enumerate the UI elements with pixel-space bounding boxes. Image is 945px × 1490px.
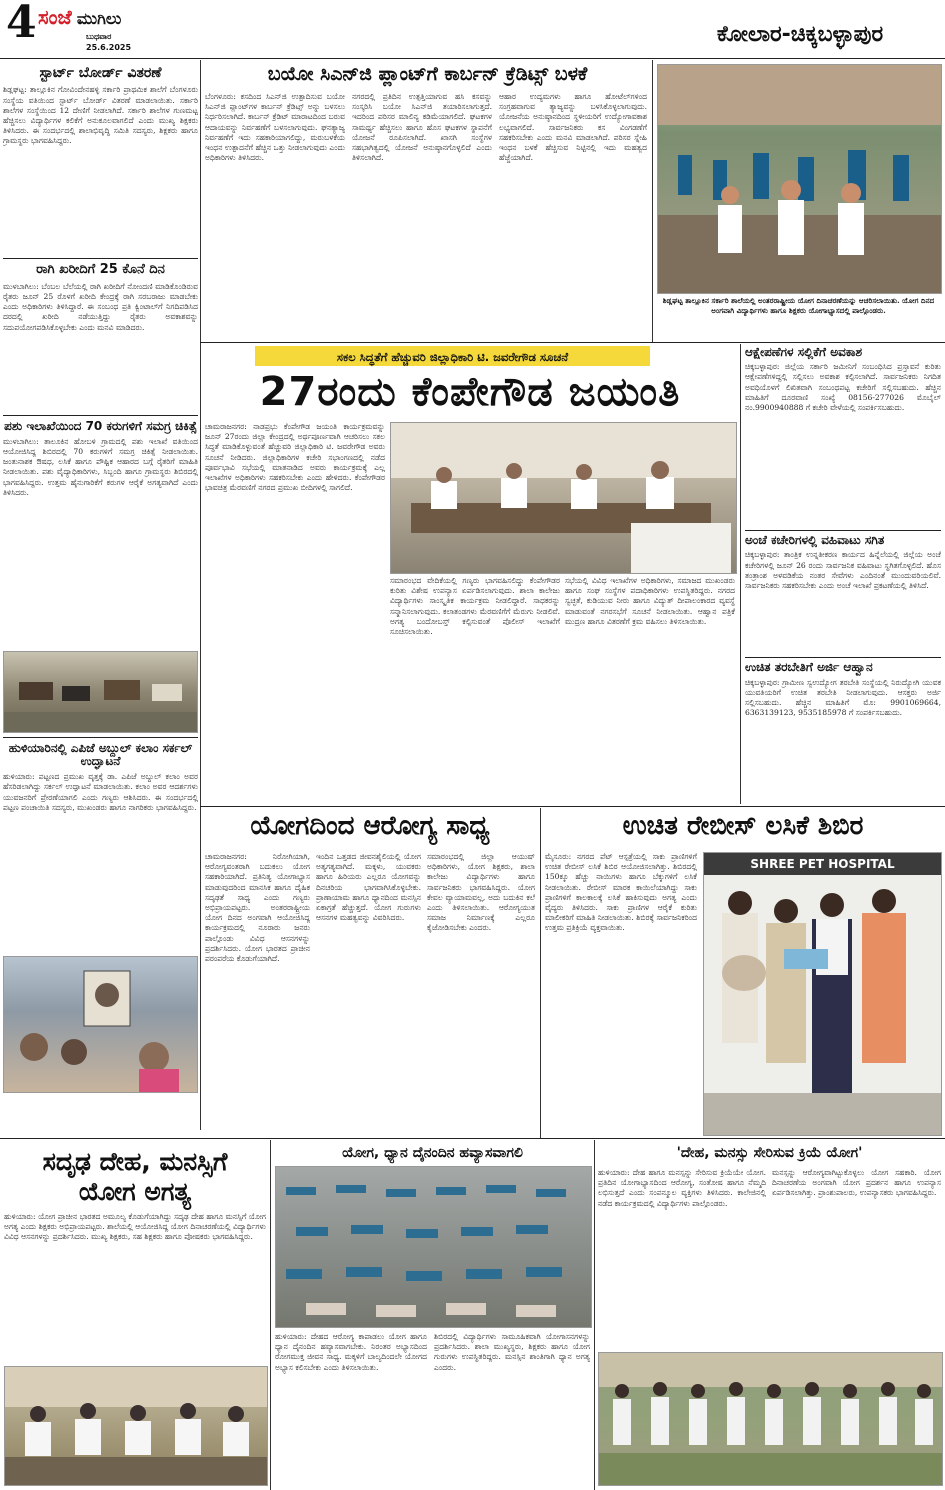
bottom1-title-line1: ಸದೃಢ ದೇಹ, ಮನಸ್ಸಿಗೆ xyxy=(42,1147,228,1176)
bottom1-body: ಹುಳಿಯಾರು: ಯೋಗ ಪ್ರಾಚೀನ ಭಾರತದ ಅಮೂಲ್ಯ ಕೊಡುಗೆಯಾಗಿದ್ದು ಸದೃಢ ದೇಹ ಹಾಗೂ ಮನಸ್ಸಿಗೆ ಯೋಗ ಅಗತ್ಯ ಎಂದು ಶಿಕ್ಷಕರು ಅಭಿಪ್ರಾಯಪಟ್ಟರು. ಶಾಲೆಯಲ್ಲಿ ಆಯೋಜಿಸಿದ್ದ ಯೋಗ ದಿನಾಚರಣೆಯಲ್ಲಿ ವಿದ್ಯಾರ್ಥಿಗಳು ವಿವಿಧ ಆಸನಗಳನ್ನು ಪ್ರದರ್ಶಿಸಿದರು. ಮುಖ್ಯ ಶಿಕ್ಷಕರು, ಸಹ ಶಿಕ್ಷಕರು ಹಾಗೂ ಪೋಷಕರು ಭಾಗವಹಿಸಿದ್ದರು. xyxy=(4,1212,266,1242)
objections-title: ಆಕ್ಷೇಪಣೆಗಳ ಸಲ್ಲಿಕೆಗೆ ಅವಕಾಶ xyxy=(745,345,863,359)
article-startboard-title: ಸ್ಟಾರ್ಟ್ ಬೋರ್ಡ್ ವಿತರಣೆ xyxy=(39,65,162,81)
pet-hospital-sign: SHREE PET HOSPITAL xyxy=(704,853,941,875)
bottom2-col2: ಶಿಬಿರದಲ್ಲಿ ವಿದ್ಯಾರ್ಥಿಗಳು ಸಾಮೂಹಿಕವಾಗಿ ಯೋಗಾಸನಗಳನ್ನು ಪ್ರದರ್ಶಿಸಿದರು. ಶಾಲಾ ಮುಖ್ಯಸ್ಥರು, ಶಿಕ್ಷಕರು ಹಾಗೂ ಯೋಗ ಗುರುಗಳು ಉಪಸ್ಥಿತರಿದ್ದರು. ಮನಸ್ಸಿನ ಶಾಂತಿಗಾಗಿ ಧ್ಯಾನ ಅಗತ್ಯ ಎಂದರು. xyxy=(434,1332,590,1372)
article-kalam-title: ಹುಳಿಯಾರಿನಲ್ಲಿ ಎಪಿಜೆ ಅಬ್ದುಲ್ ಕಲಾಂ ಸರ್ಕಲ್ ಉದ್ಘಾಟನೆ xyxy=(8,740,193,769)
page-number: 4 xyxy=(6,0,37,48)
kempegowda-title: 27ರಂದು ಕೆಂಪೇಗೌಡ ಜಯಂತಿ xyxy=(259,369,681,415)
bottom1-photo xyxy=(4,1366,268,1486)
bottom3-col2: ಮನಸ್ಸನ್ನು ಆರೋಗ್ಯವಾಗಿಟ್ಟುಕೊಳ್ಳಲು ಯೋಗ ಸಹಕಾರಿ. ಯೋಗ ದಿನಾಚರಣೆಯ ಅಂಗವಾಗಿ ಯೋಗ ಪ್ರದರ್ಶನ ಹಾಗೂ ಉಪನ್ಯಾಸ ಏರ್ಪಡಿಸಲಾಗಿತ್ತು. ಪ್ರಾಂಶುಪಾಲರು, ಉಪನ್ಯಾಸಕರು ಭಾಗವಹಿಸಿದ್ದರು. xyxy=(772,1168,941,1198)
bottom1-rule xyxy=(270,1140,271,1490)
logo-part1: ಸಂಜೆ xyxy=(38,5,72,29)
yoga-health-col1: ಚಾಮರಾಜನಗರ: ನಿರೋಗಿಯಾಗಿ, ಆರೋಗ್ಯವಂತರಾಗಿ ಬದುಕಲು ಯೋಗ ಸಹಕಾರಿಯಾಗಿದೆ. ಪ್ರತಿನಿತ್ಯ ಯೋಗಾಭ್ಯಾಸ ಮಾಡುವುದರಿಂದ ಮಾನಸಿಕ ಹಾಗೂ ದೈಹಿಕ ಸದೃಢತೆ ಸಾಧ್ಯ ಎಂದು ಗಣ್ಯರು ಅಭಿಪ್ರಾಯಪಟ್ಟರು. ಅಂತರರಾಷ್ಟ್ರೀಯ ಯೋಗ ದಿನದ ಅಂಗವಾಗಿ ಆಯೋಜಿಸಿದ್ದ ಕಾರ್ಯಕ್ರಮದಲ್ಲಿ ನೂರಾರು ಜನರು ಪಾಲ್ಗೊಂಡು ವಿವಿಧ ಆಸನಗಳನ್ನು ಪ್ರದರ್ಶಿಸಿದರು. ಯೋಗ ಭಾರತದ ಪ್ರಾಚೀನ ಪರಂಪರೆಯ ಕೊಡುಗೆಯಾಗಿದೆ. xyxy=(205,852,310,964)
masthead xyxy=(0,0,945,58)
rabies-photo xyxy=(703,852,942,1136)
yoga-health-rule xyxy=(540,808,541,1138)
logo-part2: ಮುಗಿಲು xyxy=(76,9,122,28)
kempegowda-right-rule xyxy=(740,344,741,804)
bottom1-title-line2: ಯೋಗ ಅಗತ್ಯ xyxy=(78,1177,192,1206)
section-title: ಕೋಲಾರ-ಚಿಕ್ಕಬಳ್ಳಾಪುರ xyxy=(716,22,884,47)
yoga-top-caption: ಶಿಡ್ಲಘಟ್ಟ ತಾಲ್ಲೂಕಿನ ಸರ್ಕಾರಿ ಶಾಲೆಯಲ್ಲಿ ಅಂತರರಾಷ್ಟ್ರೀಯ ಯೋಗ ದಿನಾಚರಣೆಯನ್ನು ಆಚರಿಸಲಾಯಿತು. ಯೋಗ ದಿನದ ಅಂಗವಾಗಿ ವಿದ್ಯಾರ್ಥಿಗಳು ಹಾಗೂ ಶಿಕ್ಷಕರು ಯೋಗಾಭ್ಯಾಸದಲ್ಲಿ ಪಾಲ್ಗೊಂಡರು. xyxy=(662,296,935,315)
training-title: ಉಚಿತ ತರಬೇತಿಗೆ ಅರ್ಜಿ ಆಹ್ವಾನ xyxy=(745,660,873,675)
logo xyxy=(38,5,178,31)
article-calves-title: ಪಶು ಇಲಾಖೆಯಿಂದ 70 ಕರುಗಳಿಗೆ ಸಮಗ್ರ ಚಿಕಿತ್ಸೆ xyxy=(4,418,197,433)
article-ragi-title: ರಾಗಿ ಖರೀದಿಗೆ 25 ಕೊನೆ ದಿನ xyxy=(36,262,165,278)
bottom3-title: 'ದೇಹ, ಮನಸ್ಸು ಸೇರಿಸುವ ಕ್ರಿಯೆ ಯೋಗ' xyxy=(676,1145,863,1161)
divider xyxy=(3,258,198,259)
yoga-top-photo xyxy=(657,64,942,294)
top-center-rule xyxy=(652,60,653,342)
meeting-illustration xyxy=(391,423,736,573)
bottom2-title: ಯೋಗ, ಧ್ಯಾನ ದೈನಂದಿನ ಹವ್ಯಾಸವಾಗಲಿ xyxy=(342,1145,523,1161)
objections-body: ಚಿಕ್ಕಬಳ್ಳಾಪುರ: ಜಿಲ್ಲೆಯ ಸರ್ಕಾರಿ ಜಮೀನಿಗೆ ಸಂಬಂಧಿಸಿದ ಪ್ರಸ್ತಾವನೆ ಕುರಿತು ಆಕ್ಷೇಪಣೆಗಳಿದ್ದಲ್ಲಿ ಸಲ್ಲಿಸಲು ಅವಕಾಶ ಕಲ್ಪಿಸಲಾಗಿದೆ. ಸಾರ್ವಜನಿಕರು ನಿಗದಿತ ಅವಧಿಯೊಳಗೆ ಲಿಖಿತವಾಗಿ ಸಂಬಂಧಪಟ್ಟ ಕಚೇರಿಗೆ ಸಲ್ಲಿಸಬಹುದು. ಹೆಚ್ಚಿನ ಮಾಹಿತಿಗೆ ದೂರವಾಣಿ ಸಂಖ್ಯೆ 08156-277026 ಮೊಬೈಲ್ ನಂ.9900940888 ಗೆ ಕಚೇರಿ ವೇಳೆಯಲ್ಲಿ ಸಂಪರ್ಕಿಸಬಹುದು. xyxy=(745,362,941,412)
rabies-body: ಮೈಸೂರು: ನಗರದ ಪೆಟ್ ಆಸ್ಪತ್ರೆಯಲ್ಲಿ ಸಾಕು ಪ್ರಾಣಿಗಳಿಗೆ ಉಚಿತ ರೇಬೀಸ್ ಲಸಿಕೆ ಶಿಬಿರ ಆಯೋಜಿಸಲಾಗಿತ್ತು. ಶಿಬಿರದಲ್ಲಿ 150ಕ್ಕೂ ಹೆಚ್ಚು ನಾಯಿಗಳು ಹಾಗೂ ಬೆಕ್ಕುಗಳಿಗೆ ಲಸಿಕೆ ನೀಡಲಾಯಿತು. ರೇಬೀಸ್ ಮಾರಕ ಕಾಯಿಲೆಯಾಗಿದ್ದು ಸಾಕು ಪ್ರಾಣಿಗಳಿಗೆ ಕಾಲಕಾಲಕ್ಕೆ ಲಸಿಕೆ ಹಾಕಿಸುವುದು ಅಗತ್ಯ ಎಂದು ವೈದ್ಯರು ತಿಳಿಸಿದರು. ಸಾಕು ಪ್ರಾಣಿಗಳ ಆರೈಕೆ ಕುರಿತು ಮಾಲೀಕರಿಗೆ ಮಾಹಿತಿ ನೀಡಲಾಯಿತು. ಶಿಬಿರಕ್ಕೆ ಸಾರ್ವಜನಿಕರಿಂದ ಉತ್ತಮ ಪ್ರತಿಕ್ರಿಯೆ ವ್ಯಕ್ತವಾಯಿತು. xyxy=(545,852,697,933)
bottom3-photo xyxy=(598,1352,943,1486)
bottom3-col1: ಹುಳಿಯಾರು: ದೇಹ ಹಾಗೂ ಮನಸ್ಸನ್ನು ಸೇರಿಸುವ ಕ್ರಿಯೆಯೇ ಯೋಗ. ಪ್ರತಿದಿನ ಯೋಗಾಭ್ಯಾಸದಿಂದ ಆರೋಗ್ಯ, ಸಂತೋಷ ಹಾಗೂ ನೆಮ್ಮದಿ ಲಭಿಸುತ್ತದೆ ಎಂದು ಸಂಪನ್ಮೂಲ ವ್ಯಕ್ತಿಗಳು ತಿಳಿಸಿದರು. ಕಾಲೇಜಿನಲ್ಲಿ ನಡೆದ ಕಾರ್ಯಕ್ರಮದಲ್ಲಿ ವಿದ್ಯಾರ್ಥಿಗಳು ಪಾಲ್ಗೊಂಡರು. xyxy=(598,1168,766,1208)
article-ragi-body: ಮುಳಬಾಗಿಲು: ಬೆಂಬಲ ಬೆಲೆಯಲ್ಲಿ ರಾಗಿ ಖರೀದಿಗೆ ನೋಂದಣಿ ಮಾಡಿಕೊಂಡಿರುವ ರೈತರು ಜೂನ್ 25 ರೊಳಗೆ ಖರೀದಿ ಕೇಂದ್ರಕ್ಕೆ ರಾಗಿ ಸರಬರಾಜು ಮಾಡಬೇಕು ಎಂದು ಅಧಿಕಾರಿಗಳು ತಿಳಿಸಿದ್ದಾರೆ. ಈ ಸಂಬಂಧ ಪ್ರತಿ ಕ್ವಿಂಟಾಲ್‌ಗೆ ನಿಗದಿಪಡಿಸಿದ ದರದಲ್ಲಿ ಖರೀದಿ ನಡೆಯುತ್ತಿದ್ದು ರೈತರು ಅವಕಾಶವನ್ನು ಸದುಪಯೋಗಪಡಿಸಿಕೊಳ್ಳಬೇಕು ಎಂದು ಮನವಿ ಮಾಡಿದರು. xyxy=(3,281,198,332)
article-calves-body: ಮುಳಬಾಗಿಲು: ತಾಲೂಕಿನ ಹೋಬಳಿ ಗ್ರಾಮದಲ್ಲಿ ಪಶು ಇಲಾಖೆ ವತಿಯಿಂದ ಆಯೋಜಿಸಿದ್ದ ಶಿಬಿರದಲ್ಲಿ 70 ಕರುಗಳಿಗೆ ಸಮಗ್ರ ಚಿಕಿತ್ಸೆ ನೀಡಲಾಯಿತು. ಜಂತುನಾಶಕ ಔಷಧ, ಲಸಿಕೆ ಹಾಗೂ ಪೌಷ್ಟಿಕ ಆಹಾರದ ಬಗ್ಗೆ ರೈತರಿಗೆ ಮಾಹಿತಿ ನೀಡಲಾಯಿತು. ಪಶು ವೈದ್ಯಾಧಿಕಾರಿಗಳು, ಸಿಬ್ಬಂದಿ ಹಾಗೂ ಗ್ರಾಮಸ್ಥರು ಶಿಬಿರದಲ್ಲಿ ಭಾಗವಹಿಸಿದ್ದರು. ಉತ್ತಮ ಹೈನುಗಾರಿಕೆಗೆ ಕರುಗಳ ಆರೈಕೆ ಅಗತ್ಯವಾಗಿದೆ ಎಂದು ತಿಳಿಸಿದರು. xyxy=(3,436,198,497)
article-kalam-body: ಹುಳಿಯಾರು: ಪಟ್ಟಣದ ಪ್ರಮುಖ ವೃತ್ತಕ್ಕೆ ಡಾ. ಎಪಿಜೆ ಅಬ್ದುಲ್ ಕಲಾಂ ಅವರ ಹೆಸರಿಡಲಾಗಿದ್ದು ಸರ್ಕಲ್ ಉದ್ಘಾಟನೆ ಮಾಡಲಾಯಿತು. ಕಲಾಂ ಅವರ ಆದರ್ಶಗಳು ಯುವಜನರಿಗೆ ಪ್ರೇರಣೆಯಾಗಲಿ ಎಂದು ಗಣ್ಯರು ಆಶಿಸಿದರು. ಈ ಸಂದರ್ಭದಲ್ಲಿ ಪಟ್ಟಣ ಪಂಚಾಯಿತಿ ಸದಸ್ಯರು, ಮುಖಂಡರು ಹಾಗೂ ನಾಗರಿಕರು ಭಾಗವಹಿಸಿದ್ದರು. xyxy=(3,772,198,812)
postoffice-title: ಅಂಚೆ ಕಚೇರಿಗಳಲ್ಲಿ ವಹಿವಾಟು ಸಗಿತ xyxy=(745,533,885,548)
biocng-title: ಬಯೋ ಸಿಎನ್‌ಜಿ ಪ್ಲಾಂಟ್‌ಗೆ ಕಾರ್ಬನ್ ಕ್ರೆಡಿಟ್ಸ್ ಬಳಕೆ xyxy=(267,63,588,85)
yoga-students-illustration xyxy=(658,65,941,293)
cattle-illustration xyxy=(4,652,197,732)
kempegowda-col3: ಸಭೆಯಲ್ಲಿ ವಿವಿಧ ಇಲಾಖೆಗಳ ಅಧಿಕಾರಿಗಳು, ಸಮಾಜದ ಮುಖಂಡರು ಹಾಗೂ ಸಂಘ ಸಂಸ್ಥೆಗಳ ಪದಾಧಿಕಾರಿಗಳು ಉಪಸ್ಥಿತರಿದ್ದರು. ನಗರದ ಸ್ವಚ್ಛತೆ, ಕುಡಿಯುವ ನೀರು ಹಾಗೂ ವಿದ್ಯುತ್ ದೀಪಾಲಂಕಾರದ ವ್ಯವಸ್ಥೆ ಮಾಡುವಂತೆ ನಗರಸಭೆಗೆ ಸೂಚನೆ ನೀಡಲಾಯಿತು. ಆಹ್ವಾನ ಪತ್ರಿಕೆ ಮುದ್ರಣ ಹಾಗೂ ವಿತರಣೆಗೆ ಕ್ರಮ ವಹಿಸಲು ತಿಳಿಸಲಾಯಿತು. xyxy=(565,576,735,626)
bottom2-rule xyxy=(594,1140,595,1490)
divider xyxy=(3,415,198,416)
weekday: ಬುಧವಾರ xyxy=(86,32,112,41)
top-band-rule xyxy=(200,342,945,343)
kempegowda-kicker xyxy=(255,346,650,366)
kalam-photo xyxy=(3,956,198,1093)
meeting-photo xyxy=(390,422,737,574)
article-startboard-body: ಶಿಡ್ಲಘಟ್ಟ: ತಾಲ್ಲೂಕಿನ ಗೋವಿಂದೇನಹಳ್ಳಿ ಸರ್ಕಾರಿ ಪ್ರಾಥಮಿಕ ಶಾಲೆಗೆ ಬೆಂಗಳೂರು ಸಂಸ್ಥೆಯ ವತಿಯಿಂದ ಸ್ಟಾರ್ಟ್ ಬೋರ್ಡ್ ವಿತರಣೆ ಮಾಡಲಾಯಿತು. ಸರ್ಕಾರಿ ಶಾಲೆಗಳ ಸಂಸ್ಥೆಯಿಂದ 12 ದೇಣಿಗೆ ನೀಡಲಾಗಿದೆ. ಸರ್ಕಾರಿ ಶಾಲೆಗಳ ಗುಣಮಟ್ಟ ಹೆಚ್ಚಿಸಲು ವಿದ್ಯಾರ್ಥಿಗಳ ಕಲಿಕೆಗೆ ಅನುಕೂಲವಾಗಲಿದೆ ಎಂದು ಮುಖ್ಯ ಶಿಕ್ಷಕರು ತಿಳಿಸಿದರು. ಈ ಸಂದರ್ಭದಲ್ಲಿ ಶಾಲಾಭಿವೃದ್ಧಿ ಸಮಿತಿ ಸದಸ್ಯರು, ಶಿಕ್ಷಕರು ಹಾಗೂ ಗ್ರಾಮಸ್ಥರು ಭಾಗವಹಿಸಿದ್ದರು. xyxy=(3,85,198,146)
yoga-health-col3: ಸಮಾರಂಭದಲ್ಲಿ ಜಿಲ್ಲಾ ಆಯುಷ್ ಅಧಿಕಾರಿಗಳು, ಯೋಗ ಶಿಕ್ಷಕರು, ಶಾಲಾ ಕಾಲೇಜು ವಿದ್ಯಾರ್ಥಿಗಳು ಹಾಗೂ ಸಾರ್ವಜನಿಕರು ಭಾಗವಹಿಸಿದ್ದರು. ಯೋಗ ಕೇವಲ ವ್ಯಾಯಾಮವಲ್ಲ, ಅದು ಬದುಕಿನ ಕಲೆ ಎಂದು ತಿಳಿಸಲಾಯಿತು. ಆರೋಗ್ಯಯುತ ಸಮಾಜ ನಿರ್ಮಾಣಕ್ಕೆ ಎಲ್ಲರೂ ಕೈಜೋಡಿಸಬೇಕು ಎಂದರು. xyxy=(427,852,535,933)
vet-staff-illustration xyxy=(704,853,941,1135)
mass-yoga-illustration xyxy=(276,1167,591,1327)
yoga-health-col2: ಇಂದಿನ ಒತ್ತಡದ ಜೀವನಶೈಲಿಯಲ್ಲಿ ಯೋಗ ಅತ್ಯಗತ್ಯವಾಗಿದೆ. ಮಕ್ಕಳು, ಯುವಕರು ಹಾಗೂ ಹಿರಿಯರು ಎಲ್ಲರೂ ಯೋಗವನ್ನು ದಿನಚರಿಯ ಭಾಗವಾಗಿಸಿಕೊಳ್ಳಬೇಕು. ಪ್ರಾಣಾಯಾಮ ಹಾಗೂ ಧ್ಯಾನದಿಂದ ಮನಸ್ಸಿನ ಏಕಾಗ್ರತೆ ಹೆಚ್ಚುತ್ತದೆ. ಯೋಗ ಗುರುಗಳು ಆಸನಗಳ ಮಹತ್ವವನ್ನು ವಿವರಿಸಿದರು. xyxy=(316,852,421,923)
divider xyxy=(745,530,941,531)
bottom2-col1: ಹುಳಿಯಾರು: ದೇಹದ ಆರೋಗ್ಯ ಕಾಪಾಡಲು ಯೋಗ ಹಾಗೂ ಧ್ಯಾನ ದೈನಂದಿನ ಹವ್ಯಾಸವಾಗಬೇಕು. ನಿರಂತರ ಅಭ್ಯಾಸದಿಂದ ರೋಗಮುಕ್ತ ಜೀವನ ಸಾಧ್ಯ. ಮಕ್ಕಳಿಗೆ ಬಾಲ್ಯದಿಂದಲೇ ಯೋಗದ ಅಭ್ಯಾಸ ಕಲಿಸಬೇಕು ಎಂದು ತಿಳಿಸಲಾಯಿತು. xyxy=(275,1332,427,1372)
yoga-health-title: ಯೋಗದಿಂದ ಆರೋಗ್ಯ ಸಾಧ್ಯ xyxy=(250,811,490,841)
left-column-rule xyxy=(200,60,201,1130)
seated-children-illustration xyxy=(5,1367,267,1485)
right-column xyxy=(745,346,941,802)
middle-band-rule xyxy=(200,806,945,807)
biocng-col3: ಆಹಾರ ಉದ್ಯಮಗಳು ಹಾಗೂ ಹೋಟೆಲ್‌ಗಳಿಂದ ಸಂಗ್ರಹವಾಗುವ ತ್ಯಾಜ್ಯವನ್ನು ಬಳಸಿಕೊಳ್ಳಲಾಗುವುದು. ಯೋಜನೆಯ ಅನುಷ್ಠಾನದಿಂದ ಸ್ಥಳೀಯರಿಗೆ ಉದ್ಯೋಗಾವಕಾಶ ಲಭ್ಯವಾಗಲಿದೆ. ಸಾರ್ವಜನಿಕರು ಕಸ ವಿಂಗಡಣೆಗೆ ಸಹಕರಿಸಬೇಕು ಎಂದು ಮನವಿ ಮಾಡಲಾಗಿದೆ. ಪರಿಸರ ಸ್ನೇಹಿ ಇಂಧನ ಬಳಕೆ ಹೆಚ್ಚಿಸುವ ನಿಟ್ಟಿನಲ್ಲಿ ಇದು ಮಹತ್ವದ ಹೆಜ್ಜೆಯಾಗಿದೆ. xyxy=(499,92,647,163)
kempegowda-col2: ಸಮಾರಂಭದ ವೇದಿಕೆಯಲ್ಲಿ ಗಣ್ಯರು ಭಾಗವಹಿಸಲಿದ್ದು ಕೆಂಪೇಗೌಡರ ಕುರಿತು ವಿಶೇಷ ಉಪನ್ಯಾಸ ಏರ್ಪಡಿಸಲಾಗುವುದು. ಶಾಲಾ ಕಾಲೇಜು ವಿದ್ಯಾರ್ಥಿಗಳು ಸಾಂಸ್ಕೃತಿಕ ಕಾರ್ಯಕ್ರಮ ನೀಡಲಿದ್ದಾರೆ. ಸಾಧಕರನ್ನು ಸನ್ಮಾನಿಸಲಾಗುವುದು. ಕಲಾತಂಡಗಳು ಮೆರವಣಿಗೆಗೆ ಮೆರುಗು ನೀಡಲಿವೆ. ಅಗತ್ಯ ಬಂದೋಬಸ್ತ್ ಕಲ್ಪಿಸುವಂತೆ ಪೊಲೀಸ್ ಇಲಾಖೆಗೆ ಸೂಚಿಸಲಾಯಿತು. xyxy=(390,576,560,637)
masthead-rule xyxy=(0,58,945,59)
kalam-portrait-illustration xyxy=(4,957,197,1092)
kempegowda-kicker-text: ಸಕಲ ಸಿದ್ಧತೆಗೆ ಹೆಚ್ಚುವರಿ ಜಿಲ್ಲಾಧಿಕಾರಿ ಟಿ. ಜವರೇಗೌಡ ಸೂಚನೆ xyxy=(336,350,569,364)
biocng-col1: ಬೆಂಗಳೂರು: ಕಸದಿಂದ ಸಿಎನ್‌ಜಿ ಉತ್ಪಾದಿಸುವ ಬಯೋ ಸಿಎನ್‌ಜಿ ಪ್ಲಾಂಟ್‌ಗಳ ಕಾರ್ಬನ್ ಕ್ರೆಡಿಟ್ಸ್ ಅನ್ನು ಬಳಸಲು ನಿರ್ಧರಿಸಲಾಗಿದೆ. ಕಾರ್ಬನ್ ಕ್ರೆಡಿಟ್ ಮಾರಾಟದಿಂದ ಬರುವ ಆದಾಯವನ್ನು ನಿರ್ವಹಣೆಗೆ ಬಳಸಲಾಗುವುದು. ಘನತ್ಯಾಜ್ಯ ನಿರ್ವಹಣೆಗೆ ಇದು ಸಹಕಾರಿಯಾಗಲಿದ್ದು, ಮರುಬಳಕೆಯ ಇಂಧನ ಉತ್ಪಾದನೆಗೆ ಹೆಚ್ಚಿನ ಒತ್ತು ನೀಡಲಾಗುವುದು ಎಂದು ಅಧಿಕಾರಿಗಳು ತಿಳಿಸಿದರು. xyxy=(205,92,345,163)
left-column xyxy=(3,62,198,1130)
biocng-col2: ನಗರದಲ್ಲಿ ಪ್ರತಿದಿನ ಉತ್ಪತ್ತಿಯಾಗುವ ಹಸಿ ಕಸವನ್ನು ಸಂಸ್ಕರಿಸಿ ಬಯೋ ಸಿಎನ್‌ಜಿ ತಯಾರಿಸಲಾಗುತ್ತದೆ. ಇದರಿಂದ ಪರಿಸರ ಮಾಲಿನ್ಯ ಕಡಿಮೆಯಾಗಲಿದೆ. ಘಟಕಗಳ ಸಾಮರ್ಥ್ಯ ಹೆಚ್ಚಿಸಲು ಹಾಗೂ ಹೊಸ ಘಟಕಗಳ ಸ್ಥಾಪನೆಗೆ ಯೋಜನೆ ರೂಪಿಸಲಾಗಿದೆ. ಖಾಸಗಿ ಸಂಸ್ಥೆಗಳ ಸಹಭಾಗಿತ್ವದಲ್ಲಿ ಯೋಜನೆ ಅನುಷ್ಠಾನಗೊಳ್ಳಲಿದೆ ಎಂದು ತಿಳಿಸಲಾಗಿದೆ. xyxy=(352,92,492,163)
divider xyxy=(3,737,198,738)
college-yoga-illustration xyxy=(599,1353,942,1485)
postoffice-body: ಚಿಕ್ಕಬಳ್ಳಾಪುರ: ತಾಂತ್ರಿಕ ಉನ್ನತೀಕರಣ ಕಾರ್ಯದ ಹಿನ್ನೆಲೆಯಲ್ಲಿ ಜಿಲ್ಲೆಯ ಅಂಚೆ ಕಚೇರಿಗಳಲ್ಲಿ ಜೂನ್ 26 ರಂದು ಸಾರ್ವಜನಿಕ ವಹಿವಾಟು ಸ್ಥಗಿತಗೊಳ್ಳಲಿದೆ. ಹೊಸ ತಂತ್ರಾಂಶ ಅಳವಡಿಕೆಯ ನಂತರ ಸೇವೆಗಳು ಎಂದಿನಂತೆ ಮುಂದುವರಿಯಲಿವೆ. ಸಾರ್ವಜನಿಕರು ಸಹಕರಿಸಬೇಕು ಎಂದು ಅಂಚೆ ಇಲಾಖೆ ಪ್ರಕಟಣೆಯಲ್ಲಿ ತಿಳಿಸಿದೆ. xyxy=(745,550,941,590)
kempegowda-col1: ಚಾಮರಾಜನಗರ: ನಾಡಪ್ರಭು ಕೆಂಪೇಗೌಡ ಜಯಂತಿ ಕಾರ್ಯಕ್ರಮವನ್ನು ಜೂನ್ 27ರಂದು ಜಿಲ್ಲಾ ಕೇಂದ್ರದಲ್ಲಿ ಅರ್ಥಪೂರ್ಣವಾಗಿ ಆಚರಿಸಲು ಸಕಲ ಸಿದ್ಧತೆ ಮಾಡಿಕೊಳ್ಳುವಂತೆ ಹೆಚ್ಚುವರಿ ಜಿಲ್ಲಾಧಿಕಾರಿ ಟಿ. ಜವರೇಗೌಡ ಅವರು ಸೂಚನೆ ನೀಡಿದರು. ಜಿಲ್ಲಾಧಿಕಾರಿಗಳ ಕಚೇರಿ ಸಭಾಂಗಣದಲ್ಲಿ ನಡೆದ ಪೂರ್ವಭಾವಿ ಸಭೆಯಲ್ಲಿ ಮಾತನಾಡಿದ ಅವರು ಕಾರ್ಯಕ್ರಮಕ್ಕೆ ಎಲ್ಲ ಇಲಾಖೆಗಳ ಅಧಿಕಾರಿಗಳು ಸಹಕರಿಸಬೇಕು ಎಂದು ಹೇಳಿದರು. ಕೆಂಪೇಗೌಡರ ಭಾವಚಿತ್ರ ಮೆರವಣಿಗೆ ನಗರದ ಪ್ರಮುಖ ಬೀದಿಗಳಲ್ಲಿ ಸಾಗಲಿದೆ. xyxy=(205,422,385,493)
bottom2-photo xyxy=(275,1166,592,1328)
bottom-band-rule xyxy=(0,1138,945,1139)
training-body: ಚಿಕ್ಕಬಳ್ಳಾಪುರ: ಗ್ರಾಮೀಣ ಸ್ವಉದ್ಯೋಗ ತರಬೇತಿ ಸಂಸ್ಥೆಯಲ್ಲಿ ನಿರುದ್ಯೋಗಿ ಯುವಕ ಯುವತಿಯರಿಗೆ ಉಚಿತ ತರಬೇತಿ ನೀಡಲಾಗುವುದು. ಆಸಕ್ತರು ಅರ್ಜಿ ಸಲ್ಲಿಸಬಹುದು. ಹೆಚ್ಚಿನ ಮಾಹಿತಿಗೆ ಮೊ: 9901069664, 6363139123, 9535185978 ಗೆ ಸಂಪರ್ಕಿಸಬಹುದು. xyxy=(745,677,941,718)
calves-photo xyxy=(3,651,198,733)
rabies-title: ಉಚಿತ ರೇಬೀಸ್ ಲಸಿಕೆ ಶಿಬಿರ xyxy=(622,811,864,841)
divider xyxy=(745,657,941,658)
issue-date: 25.6.2025 xyxy=(86,43,132,52)
